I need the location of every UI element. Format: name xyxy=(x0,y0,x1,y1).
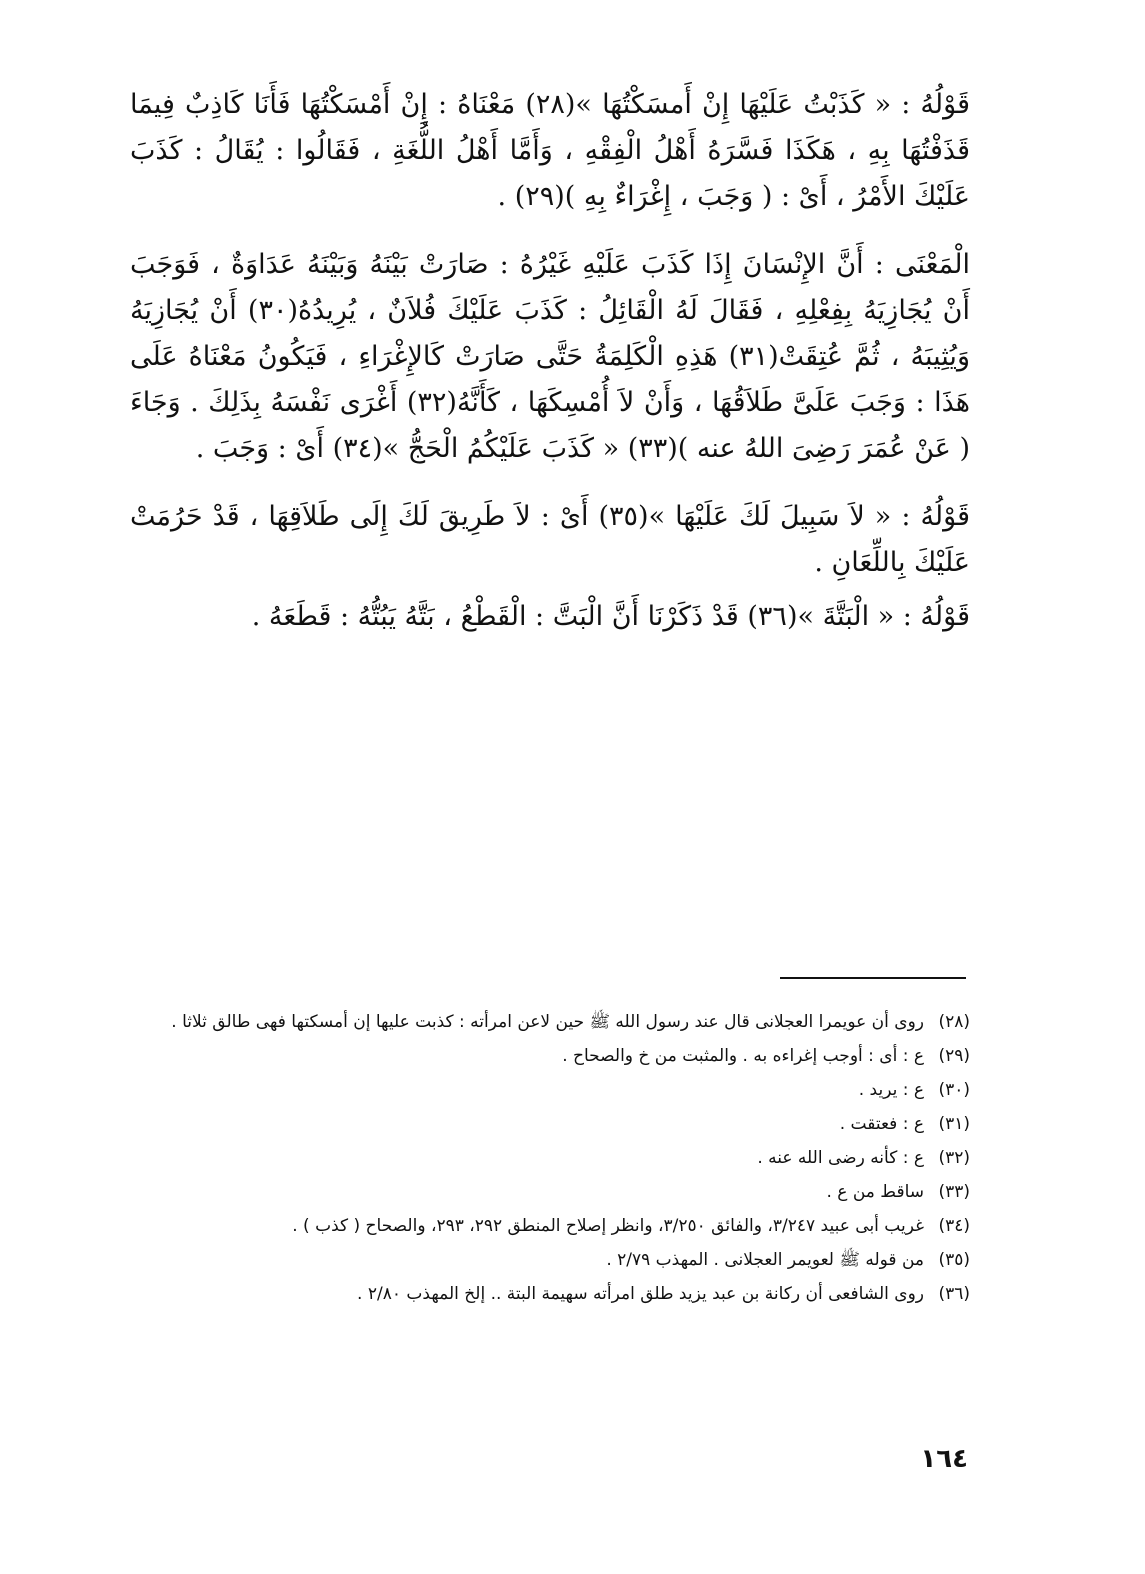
footnote-number: (٣٦) xyxy=(938,1284,970,1304)
footnote-35 xyxy=(130,1243,970,1277)
footnote-number: (٣١) xyxy=(938,1114,970,1134)
footnote-31 xyxy=(130,1107,970,1141)
footnote-29 xyxy=(130,1039,970,1073)
footnote-36 xyxy=(130,1277,970,1311)
footnote-number: (٢٩) xyxy=(938,1046,970,1066)
footnote-text: ساقط من ع . xyxy=(826,1182,924,1202)
footnote-number: (٣٣) xyxy=(938,1182,970,1202)
paragraph-2: الْمَعْنَى : أَنَّ الإِنْسَانَ إِذَا كَذَبَ عَلَيْهِ غَيْرُهُ : صَارَتْ بَيْنَهُ وَبَيْنَهُ عَدَاوَةٌ ، فَوَجَبَ أَنْ يُجَازِيَهُ بِفِعْلِهِ ، فَقَالَ لَهُ الْقَائِلُ : كَذَبَ عَلَيْكَ فُلاَنٌ ، يُرِيدُهُ(٣٠) أَنْ يُجَازِيَهُ وَيُثِيبَهُ ، ثُمَّ عُتِقَتْ(٣١) هَذِهِ الْكَلِمَةُ حَتَّى صَارَتْ كَالإِغْرَاءِ ، فَيَكُونُ مَعْنَاهُ عَلَى هَذَا : وَجَبَ عَلَىَّ طَلاَقُهَا ، وَأَنْ لاَ أُمْسِكَهَا ، كَأَنَّهُ(٣٢) أَغْرَى نَفْسَهُ بِذَلِكَ . وَجَاءَ ( عَنْ عُمَرَ رَضِىَ اللهُ عنه )(٣٣) « كَذَبَ عَلَيْكُمُ الْحَجُّ »(٣٤) أَىْ : وَجَبَ . xyxy=(130,249,970,464)
footnote-33 xyxy=(130,1175,970,1209)
footnote-text: روى أن عويمرا العجلانى قال عند رسول الله ﷺ حين لاعن امرأته : كذبت عليها إن أمسكتها فهى طالق ثلاثا . xyxy=(171,1012,924,1032)
footnote-text: ع : يريد . xyxy=(858,1080,924,1100)
footnote-number: (٢٨) xyxy=(938,1012,970,1032)
footnote-30 xyxy=(130,1073,970,1107)
footnotes-list xyxy=(130,1005,970,1311)
footnote-text: غريب أبى عبيد ٣/٢٤٧، والفائق ٣/٢٥٠، وانظر إصلاح المنطق ٢٩٢، ٢٩٣، والصحاح ( كذب ) . xyxy=(292,1216,924,1236)
footnote-number: (٣٤) xyxy=(938,1216,970,1236)
page-number: ١٦٤ xyxy=(920,1444,968,1474)
footnote-number: (٣٢) xyxy=(938,1148,970,1168)
footnote-divider xyxy=(780,977,966,979)
main-text xyxy=(130,82,970,662)
footnote-text: روى الشافعى أن ركانة بن عبد يزيد طلق امرأته سهيمة البتة .. إلخ المهذب ٢/٨٠ . xyxy=(357,1284,924,1304)
paragraph-1: قَوْلُهُ : « كَذَبْتُ عَلَيْهَا إِنْ أَمسَكْتُهَا »(٢٨) مَعْنَاهُ : إِنْ أَمْسَكْتُهَا فَأَنَا كَاذِبٌ فِيمَا قَذَفْتُهَا بِهِ ، هَكَذَا فَسَّرَهُ أَهْلُ الْفِقْهِ ، وَأَمَّا أَهْلُ اللُّغَةِ ، فَقَالُوا : يُقَالُ : كَذَبَ عَلَيْكَ الأَمْرُ ، أَىْ : ( وَجَبَ ، إِغْرَاءٌ بِهِ )(٢٩) . xyxy=(130,89,970,212)
paragraph-4: قَوْلُهُ : « الْبَتَّةَ »(٣٦) قَدْ ذَكَرْنَا أَنَّ الْبَتَّ : الْقَطْعُ ، بَتَّهُ يَبُتُّهُ : قَطَعَهُ . xyxy=(251,601,970,632)
footnote-32 xyxy=(130,1141,970,1175)
footnote-text: ع : كأنه رضى الله عنه . xyxy=(757,1148,924,1168)
footnote-34 xyxy=(130,1209,970,1243)
footnote-28 xyxy=(130,1005,970,1039)
paragraph-3: قَوْلُهُ : « لاَ سَبِيلَ لَكَ عَلَيْهَا »(٣٥) أَىْ : لاَ طَرِيقَ لَكَ إِلَى طَلاَقِهَا ، قَدْ حَرُمَتْ عَلَيْكَ بِاللِّعَانِ . xyxy=(130,501,970,578)
footnote-text: ع : أى : أوجب إغراءه به . والمثبت من خ والصحاح . xyxy=(562,1046,924,1066)
footnote-number: (٣٠) xyxy=(938,1080,970,1100)
footnote-text: ع : فعتقت . xyxy=(839,1114,924,1134)
footnote-number: (٣٥) xyxy=(938,1250,970,1270)
footnote-text: من قوله ﷺ لعويمر العجلانى . المهذب ٢/٧٩ . xyxy=(606,1250,924,1270)
